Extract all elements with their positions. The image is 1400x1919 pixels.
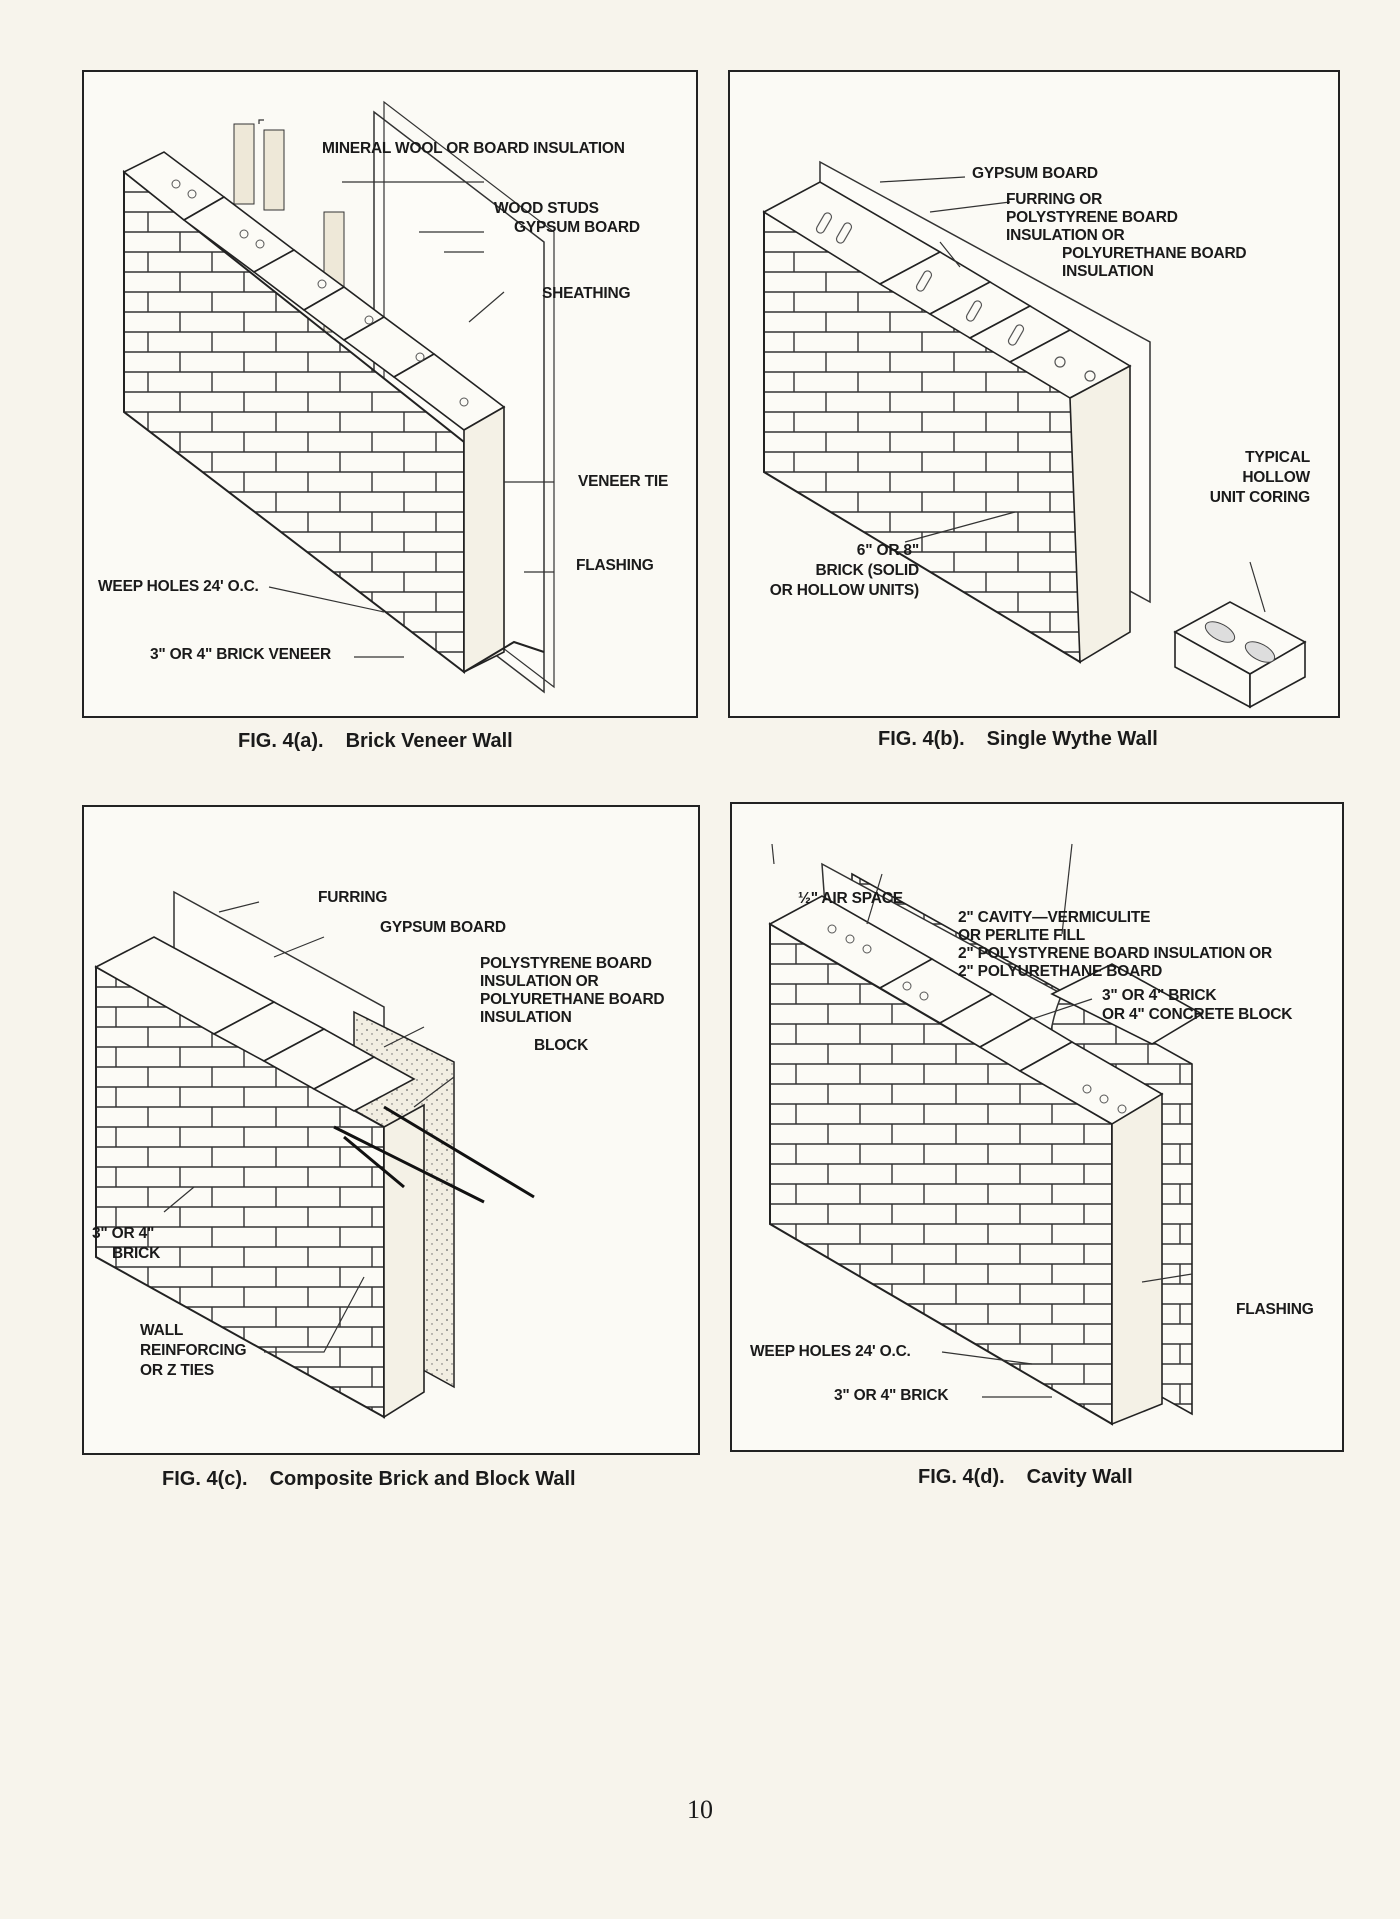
label-furring-2: POLYSTYRENE BOARD [1006, 209, 1178, 226]
figure-4b-panel [728, 70, 1340, 718]
label-weep-holes: WEEP HOLES 24' O.C. [98, 578, 259, 595]
caption-fig-4d-number: FIG. 4(d). [918, 1466, 1005, 1488]
label-furring-1: FURRING OR [1006, 191, 1103, 208]
label-cavity-3: 2" POLYSTYRENE BOARD INSULATION OR [958, 945, 1273, 962]
caption-fig-4c-number: FIG. 4(c). [162, 1468, 248, 1490]
label-coring-2: HOLLOW [1242, 469, 1310, 486]
label-brick-1: 6" OR 8" [856, 542, 919, 559]
caption-fig-4b-number: FIG. 4(b). [878, 728, 965, 750]
label-reinforcing-1: WALL [140, 1322, 184, 1339]
label-cavity-2: OR PERLITE FILL [958, 927, 1086, 944]
label-cavity-1: 2" CAVITY—VERMICULITE [958, 909, 1151, 926]
label-brick-2: BRICK (SOLID [815, 562, 919, 579]
label-brick-or-block-1: 3" OR 4" BRICK [1102, 987, 1217, 1004]
label-furring: FURRING [318, 889, 388, 906]
figure-4d-panel [730, 802, 1344, 1452]
caption-fig-4c [162, 1468, 576, 1491]
label-furring-4: POLYURETHANE BOARD [1062, 245, 1247, 262]
figure-4c-panel [82, 805, 700, 1455]
caption-fig-4a-number: FIG. 4(a). [238, 730, 324, 752]
label-block: BLOCK [534, 1037, 589, 1054]
label-furring-5: INSULATION [1062, 263, 1154, 280]
caption-fig-4d-title: Cavity Wall [1026, 1466, 1133, 1488]
label-brick-3: OR HOLLOW UNITS) [769, 582, 919, 599]
label-poly-4: INSULATION [480, 1009, 572, 1026]
label-coring-1: TYPICAL [1245, 449, 1310, 466]
label-brick-2: BRICK [112, 1245, 161, 1262]
label-coring-3: UNIT CORING [1209, 489, 1310, 506]
label-poly-1: POLYSTYRENE BOARD [480, 955, 652, 972]
label-cavity-4: 2" POLYURETHANE BOARD [958, 963, 1163, 980]
label-reinforcing-3: OR Z TIES [140, 1362, 214, 1379]
label-poly-3: POLYURETHANE BOARD [480, 991, 665, 1008]
caption-fig-4d [918, 1466, 1133, 1489]
page-number: 10 [687, 1795, 713, 1824]
figure-4a-panel [82, 70, 698, 718]
caption-fig-4b [878, 728, 1158, 751]
label-sheathing: SHEATHING [542, 285, 631, 302]
label-weep-holes: WEEP HOLES 24' O.C. [750, 1343, 911, 1360]
caption-fig-4b-title: Single Wythe Wall [986, 728, 1158, 750]
brick-veneer-wall-drawing [84, 72, 698, 718]
caption-fig-4c-title: Composite Brick and Block Wall [269, 1468, 576, 1490]
label-gypsum-board: GYPSUM BOARD [380, 919, 506, 936]
label-insulation: MINERAL WOOL OR BOARD INSULATION [322, 140, 625, 157]
label-air-space: ½" AIR SPACE [798, 890, 903, 907]
label-flashing: FLASHING [1236, 1301, 1314, 1318]
label-brick-or-block-2: OR 4" CONCRETE BLOCK [1102, 1006, 1293, 1023]
caption-fig-4a-title: Brick Veneer Wall [345, 730, 513, 752]
label-reinforcing-2: REINFORCING [140, 1342, 247, 1359]
label-brick: 3" OR 4" BRICK [834, 1387, 949, 1404]
label-poly-2: INSULATION OR [480, 973, 599, 990]
label-flashing: FLASHING [576, 557, 654, 574]
label-wood-studs: WOOD STUDS [494, 200, 599, 217]
label-brick-veneer: 3" OR 4" BRICK VENEER [150, 646, 332, 663]
label-gypsum-board: GYPSUM BOARD [972, 165, 1098, 182]
label-gypsum-board: GYPSUM BOARD [514, 219, 640, 236]
label-furring-3: INSULATION OR [1006, 227, 1125, 244]
label-brick-1: 3" OR 4" [92, 1225, 155, 1242]
caption-fig-4a [238, 730, 513, 753]
label-veneer-tie: VENEER TIE [578, 473, 669, 490]
